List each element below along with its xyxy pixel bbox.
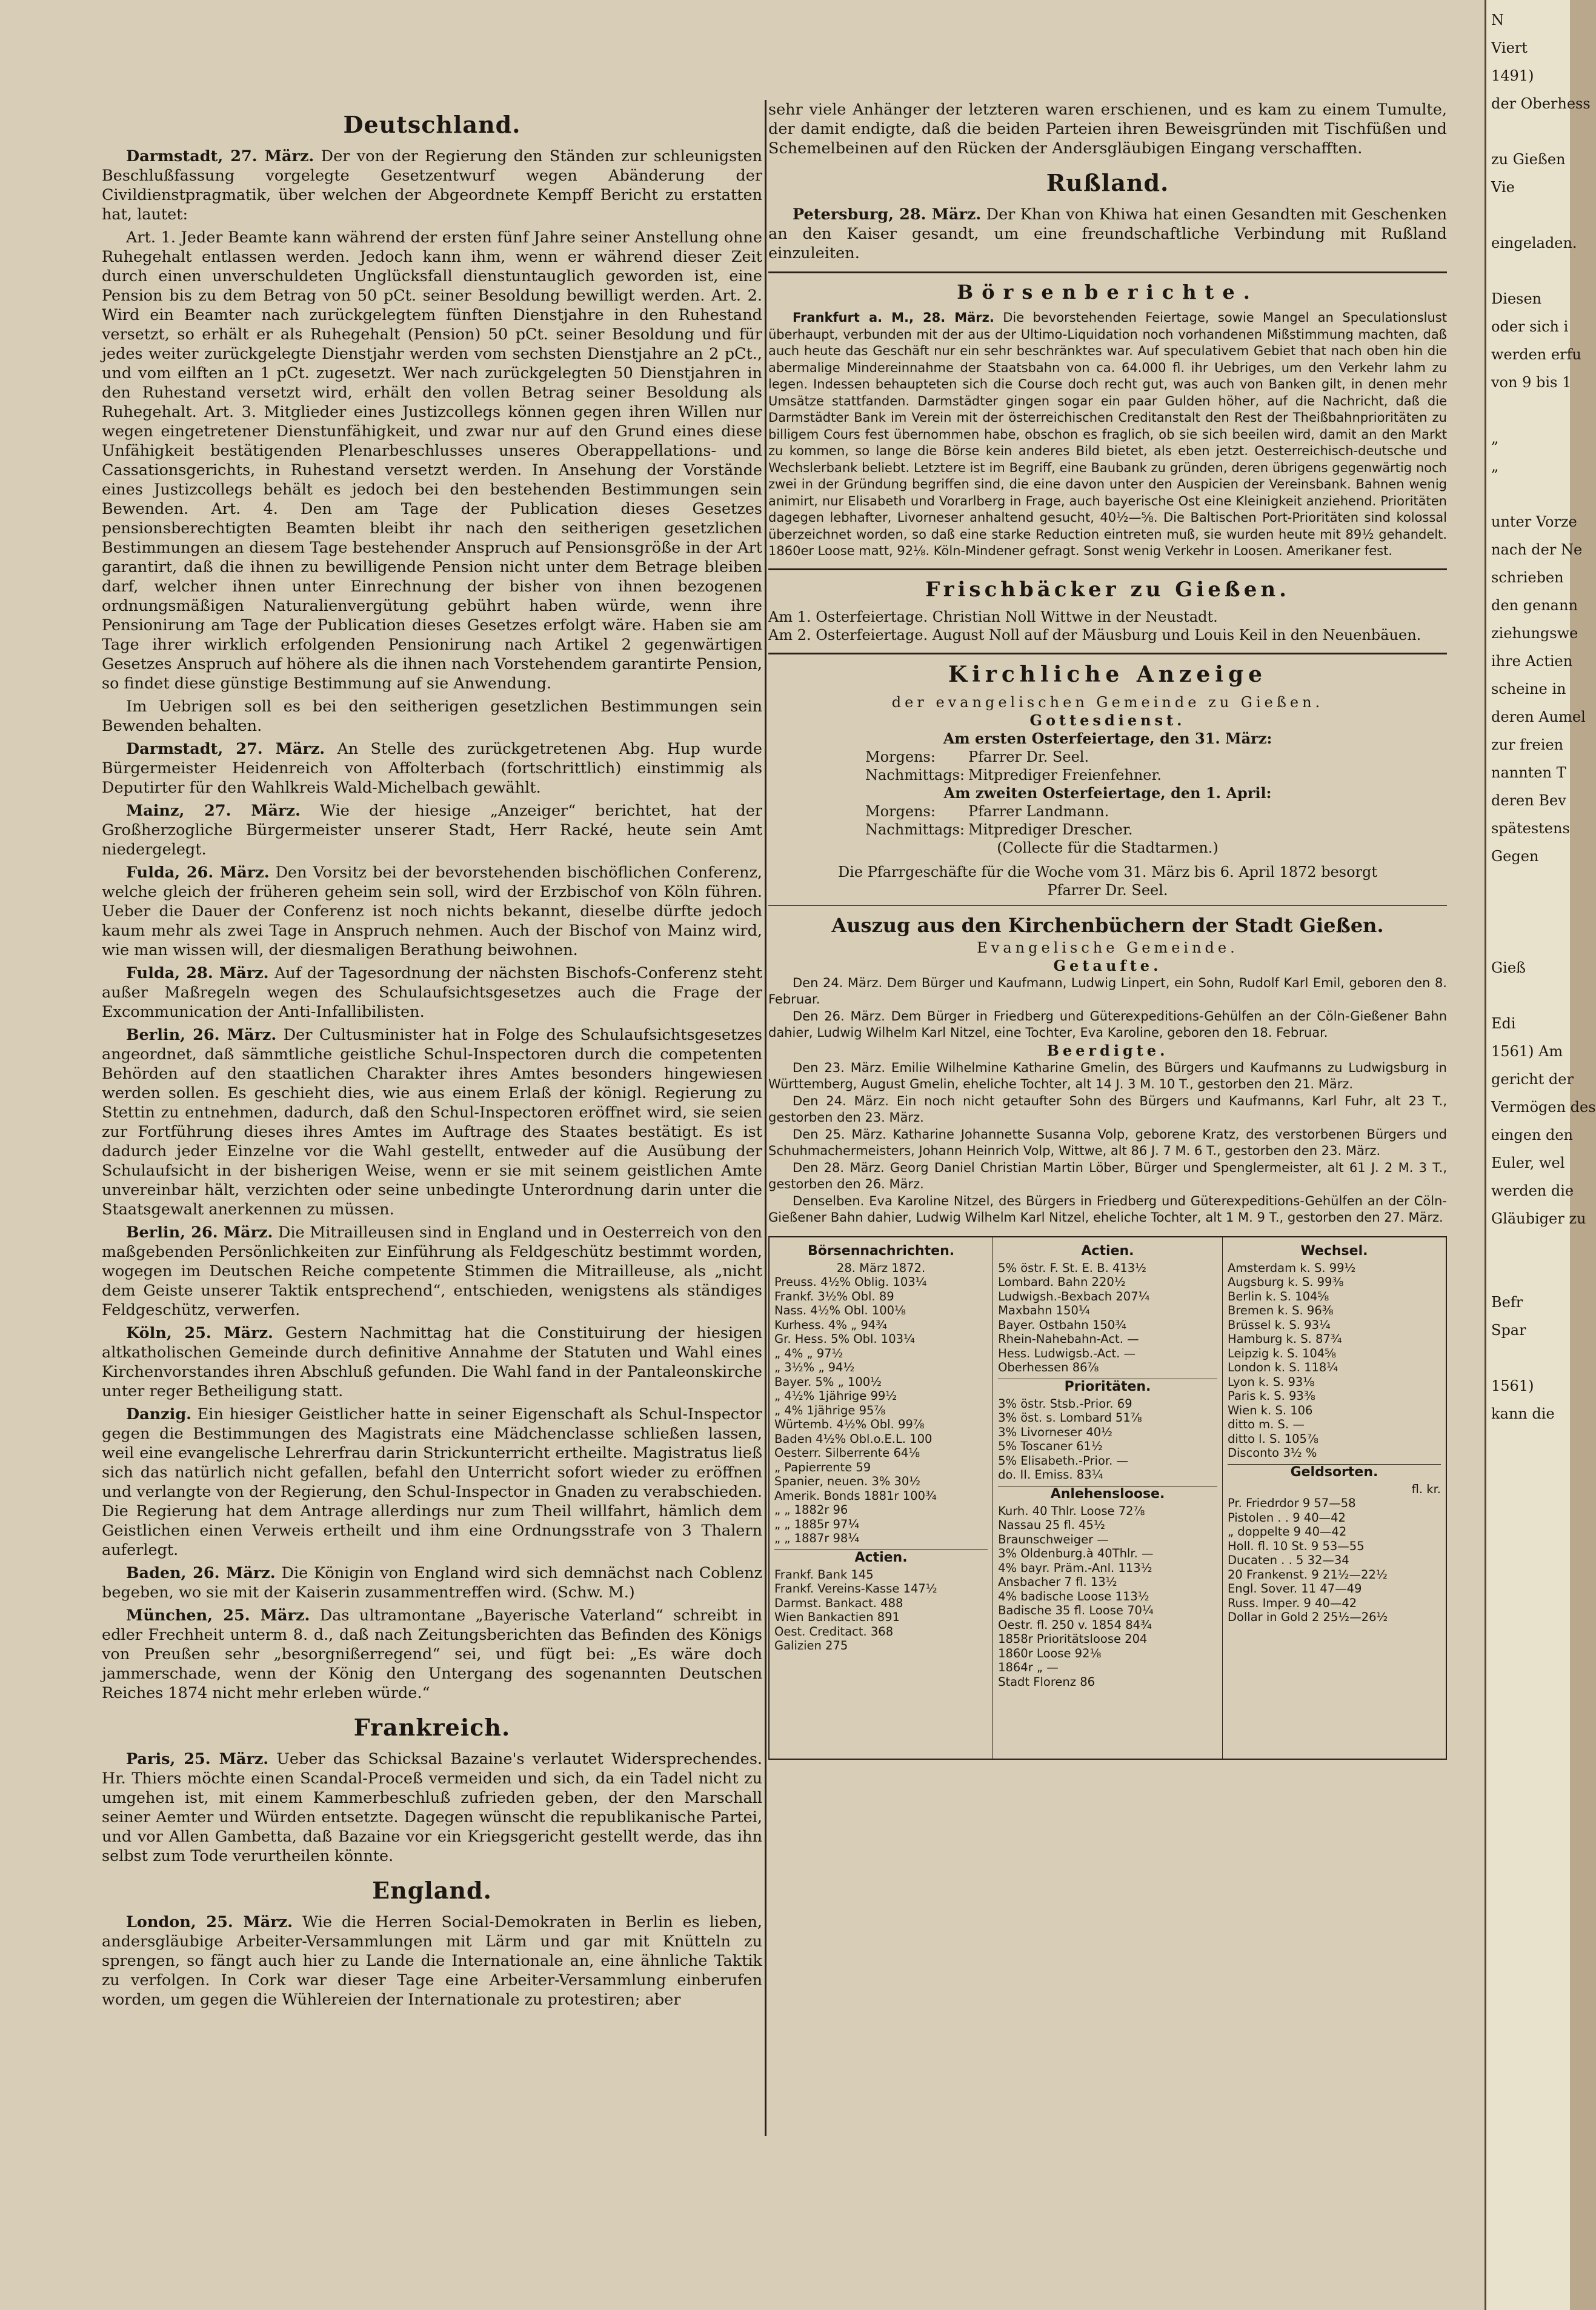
adjacent-line: werden erfu [1491,346,1581,363]
adjacent-line: nannten T [1491,764,1566,781]
boersenberichte-title: Börsenberichte. [957,281,1259,304]
anleh-title: Anlehensloose. [998,1486,1217,1502]
market-row: 1860r Loose 92⅛ [998,1646,1102,1660]
baker-entry: Am 1. Osterfeiertage. Christian Noll Wittwe in der Neustadt. [768,608,1218,625]
adjacent-line: 1561) [1491,1377,1534,1394]
article-russia: Petersburg, 28. März. Der Khan von Khiwa hat einen Gesandten mit Geschenken an den Kaiser gesandt, um eine freundschaftliche Verbindung mit Rußland einzuleiten. [768,205,1448,262]
market-row: Pr. Friedrdor 9 57—58 [1227,1496,1356,1510]
adjacent-line [1491,396,1565,424]
service-afternoon: Nachmittags: Mitprediger Freienfehner. [865,766,1162,784]
market-row: Oesterr. Silberrente 64⅛ [774,1446,920,1460]
heading-russland: Rußland. [1046,169,1169,196]
bakers-title: Frischbäcker zu Gießen. [925,577,1290,602]
prior-rows [998,1397,1217,1482]
adjacent-line: Gieß [1491,959,1526,976]
market-row: 3% öst. s. Lombard 51⅞ [998,1411,1142,1425]
adjacent-line: nach der Ne [1491,541,1583,558]
burial-entry: Den 24. März. Ein noch nicht getaufter Sohn des Bürgers und Kaufmanns, Karl Fuhr, alt 23 T., gestorben den 23. März. [768,1093,1447,1125]
article-france: Paris, 25. März. Ueber das Schicksal Bazaine's verlautet Widersprechendes. Hr. Thiers möchte einen Scandal-Proceß vermeiden und sich, da ein Tadel nicht zu umgehen ist, mit einem Kammerbeschluß zufrieden geben, der den Marschall seiner Aemter und Würden entsetzte. Dagegen wünscht die republikanische Partei, und vor Allen Gambetta, daß Bazaine vor ein Kriegsgericht gestellt werde, das ihn selbst zum Tode verurtheilen könnte. [102,1750,763,1865]
market-row: ditto m. S. — [1227,1417,1305,1431]
adjacent-line [1491,982,1565,1010]
adjacent-line: Gläubiger zu [1491,1210,1586,1227]
market-row: Brüssel k. S. 93¼ [1227,1317,1331,1332]
market-row: Preuss. 4½% Oblig. 103¼ [774,1275,927,1289]
market-row: Stadt Florenz 86 [998,1674,1096,1689]
burial-entry: Den 25. März. Katharine Johannette Susanna Volp, geborene Kratz, des verstorbenen Bürgers und Schuhmachermeisters, Johann Heinrich Volp, Wittwe, alt 86 J. 7 M. 6 T., gestorben den 23. März. [768,1127,1447,1158]
divider [768,568,1447,570]
market-row: Braunschweiger — [998,1532,1109,1546]
market-row: Ducaten . . 5 32—34 [1227,1553,1349,1567]
article: Mainz, 27. März. Wie der hiesige „Anzeiger“ berichtet, hat der Großherzogliche Bürgermeister unserer Stadt, Herr Racké, heute sein Amt niedergelegt. [102,802,762,859]
market-row: Hamburg k. S. 87¾ [1227,1332,1342,1346]
right-column [768,100,1447,2136]
market-row: Disconto 3½ % [1227,1446,1317,1460]
evangelische-gemeinde: Evangelische Gemeinde. [977,939,1239,956]
actien-left-rows [774,1568,988,1653]
divider [768,653,1447,654]
adjacent-line [1491,118,1565,145]
pfarr-name: Pfarrer Dr. Seel. [1047,881,1168,899]
market-row: Augsburg k. S. 99⅜ [1227,1275,1344,1289]
market-row: „ 4% 1jährige 95⅞ [774,1403,886,1417]
adjacent-line: Diesen [1491,290,1542,307]
beerdigte-heading: Beerdigte. [1046,1041,1169,1059]
adjacent-line: scheine in [1491,681,1566,697]
market-row: Oberhessen 86⅞ [998,1360,1099,1374]
adjacent-line: kann die [1491,1405,1555,1422]
adjacent-line [1491,1344,1565,1372]
market-row: Gr. Hess. 5% Obl. 103¼ [774,1332,915,1346]
market-row: Lyon k. S. 93⅛ [1227,1374,1315,1389]
adjacent-line: von 9 bis 1 [1491,374,1572,391]
heading-frankreich: Frankreich. [353,1714,511,1741]
market-row: Spanier, neuen. 3% 30½ [774,1474,921,1488]
service-afternoon: Nachmittags: Mitprediger Drescher. [865,820,1133,838]
divider [768,905,1447,906]
adjacent-line: Befr [1491,1294,1523,1311]
adjacent-line: Euler, wel [1491,1154,1565,1171]
adjacent-line: Viert [1491,39,1528,56]
market-row: 5% Elisabeth.-Prior. — [998,1453,1128,1468]
market-row: Amerik. Bonds 1881r 100¾ [774,1488,937,1503]
market-row: Maxbahn 150¼ [998,1303,1090,1317]
article: Fulda, 28. März. Auf der Tagesordnung der nächsten Bischofs-Conferenz steht außer Maßregeln wegen des Schulaufsichtsgesetzes auch die Frage der Excommunication der Anti-Infallibilisten. [102,964,762,1021]
market-row: Lombard. Bahn 220½ [998,1275,1126,1289]
market-row: 1864r „ — [998,1660,1059,1674]
adjacent-line: unter Vorze [1491,513,1577,530]
market-row: Wien Bankactien 891 [774,1610,900,1624]
market-row: 4% badische Loose 113½ [998,1589,1149,1603]
adjacent-page-edge [1485,0,1596,2310]
market-row: „ 4% „ 97½ [774,1346,843,1360]
market-row: Badische 35 fl. Loose 70¼ [998,1603,1154,1617]
market-row: Pistolen . . 9 40—42 [1227,1510,1346,1525]
adjacent-line: Edi [1491,1015,1516,1032]
market-row: Bayer. 5% „ 100½ [774,1374,882,1389]
adjacent-line [1491,1260,1565,1288]
adjacent-line: zu Gießen [1491,151,1566,168]
market-row: 3% Oldenburg.à 40Thlr. — [998,1546,1154,1560]
gottesdienst-heading: Gottesdienst. [1029,711,1186,729]
england-continuation: sehr viele Anhänger der letzteren waren erschienen, und es kam zu einem Tumulte, der damit endigte, daß die beiden Parteien ihren Beweisgründen mit Tischfüßen und Schemelbeinen auf den Rücken der Andersgläubigen Eingang verschafften. [768,101,1447,158]
article: München, 25. März. Das ultramontane „Bayerische Vaterland“ schreibt in edler Frechheit unterm 8. d., daß nach Zeitungsberichten das Befinden des Königs von Preußen sehr „besorgnißerregend“ sei, und fügt bei: „Es wäre doch jammerschade, wenn der König den Untergang des sogenannten Deutschen Reiches 1874 nicht mehr erleben würde.“ [102,1606,762,1702]
market-col-2 [993,1237,1223,1759]
heading-england: England. [372,1877,492,1904]
divider [768,271,1447,273]
market-row: „ „ 1887r 98¼ [774,1531,860,1545]
adjacent-line: zur freien [1491,736,1564,753]
market-row: London k. S. 118¼ [1227,1360,1338,1374]
second-day: Am zweiten Osterfeiertage, den 1. April: [943,784,1272,802]
market-row: „ 4½% 1jährige 99½ [774,1389,897,1403]
wechsel-title: Wechsel. [1300,1243,1368,1259]
market-row: 3% Livorneser 40½ [998,1425,1113,1439]
service-morning: Morgens: Pfarrer Landmann. [865,802,1109,820]
market-row: 20 Frankenst. 9 21½—22½ [1227,1567,1388,1582]
article: Darmstadt, 27. März. Der von der Regierung den Ständen zur schleunigsten Beschlußfassung vorgelegte Gesetzentwurf wegen Abänderung der Civildienstpragmatik, über welchen der Abgeordnete Kempff Bericht zu erstatten hat, lautet: [102,147,763,224]
market-row: Hess. Ludwigsb.-Act. — [998,1346,1136,1360]
anleh-rows [998,1504,1217,1689]
article: Im Uebrigen soll es bei den seitherigen gesetzlichen Bestimmungen sein Bewenden behalten. [102,697,762,735]
market-row: Nass. 4½% Obl. 100⅛ [774,1303,906,1317]
market-row: Würtemb. 4½% Obl. 99⅞ [774,1417,925,1431]
market-row: „ doppelte 9 40—42 [1227,1525,1347,1539]
market-row: 1858r Prioritätsloose 204 [998,1632,1148,1646]
article: Berlin, 26. März. Der Cultusminister hat in Folge des Schulaufsichtsgesetzes angeordnet, daß sämmtliche geistliche Schul-Inspectoren durch die competenten Behörden auf den staatlichen Charakter ihres Amtes besonders hingewiesen werden sollen. Es geschieht dies, wie aus einem Erlaß der königl. Regierung zu Stettin zu entnehmen, dadurch, daß den Schul-Inspectoren eröffnet wird, sie seien zur Fortführung dieses ihres Amtes im Auftrage des Staates bestätigt. Es ist dadurch jeder Einzelne vor die Wahl gestellt, entweder auf die Ausübung der Schulaufsicht in der bisherigen Weise, wenn er sie mit seinem geistlichen Amte unvereinbar hält, verzichten oder seine unbedingte Unterordnung darin unter die Staatsgewalt anerkennen zu müssen. [102,1026,762,1219]
adjacent-line: „ [1491,458,1499,474]
market-row: Engl. Sover. 11 47—49 [1227,1582,1362,1596]
adjacent-line: deren Bev [1491,792,1566,809]
article: Köln, 25. März. Gestern Nachmittag hat die Constituirung der hiesigen altkatholischen Gemeinde durch definitive Annahme der Statuten und Wahl eines Kirchenvorstandes ihren Abschluß gefunden. Die Wahl fand in der Pantaleonskirche unter reger Betheiligung statt. [102,1324,762,1400]
market-row: Wien k. S. 106 [1227,1403,1313,1417]
adjacent-line: ziehungswe [1491,625,1578,642]
market-row: Bremen k. S. 96⅜ [1227,1303,1334,1317]
boersen-rows [774,1275,988,1546]
market-row: Ludwigsh.-Bexbach 207¼ [998,1289,1150,1303]
article: Danzig. Ein hiesiger Geistlicher hatte in seiner Eigenschaft als Schul-Inspector gegen die Bestimmungen des Magistrats eine Mädchenclasse schließen lassen, weil eine evangelische Lehrerfrau darin Strickunterricht ertheilte. Magistratus ließ sich das natürlich nicht gefallen, befahl den Unterricht sofort wieder zu eröffnen und verlangte von der Regierung, den Schul-Inspector in Gnaden zu verabschieden. Die Regierung hat dem Antrage allerdings nur zum Theil willfahrt, hämlich dem Geistlichen einen Verweis ertheilt und ihm eine Ordnungsstrafe von 3 Thalern auferlegt. [102,1405,762,1559]
getaufte-heading: Getaufte. [1053,956,1162,974]
market-row: Baden 4½% Obl.o.E.L. 100 [774,1431,933,1446]
market-row: Paris k. S. 93⅜ [1227,1389,1315,1403]
article: Berlin, 26. März. Die Mitrailleusen sind in England und in Oesterreich von den maßgebenden Persönlichkeiten zur Einführung als Feldgeschütz bestimmt worden, wogegen im Deutschen Reiche competente Stimmen die Mitrailleuse, als „nicht dem Geiste unserer Taktik entsprechend“, entschieden, wenigstens als ständiges Feldgeschütz, verwerfen. [102,1223,762,1319]
market-row: 5% Toscaner 61½ [998,1439,1103,1453]
adjacent-line: gericht der [1491,1071,1574,1088]
market-row: „ Papierrente 59 [774,1460,871,1474]
actien-mid-title: Actien. [1081,1243,1134,1259]
auszug-title: Auszug aus den Kirchenbüchern der Stadt Gießen. [831,913,1384,937]
adjacent-line: Vermögen des [1491,1099,1596,1116]
market-col-1 [770,1237,993,1759]
article: Art. 1. Jeder Beamte kann während der ersten fünf Jahre seiner Anstellung ohne Ruhegehalt entlassen werden. Jedoch kann ihm, wenn er während dieser Zeit durch einen unverschuldeten Unglücksfall dienstuntauglich geworden ist, eine Pension bis zu dem Betrag von 50 pCt. seiner Besoldung bewilligt werden. Art. 2. Wird ein Beamter nach zurückgelegtem fünften Dienstjahre in den Ruhestand versetzt, so erhält er als Ruhegehalt (Pension) 50 pCt. seiner Besoldung und für jedes weiter zurückgelegte Dienstjahr werden vom sechsten Dienstjahre an 2 pCt., und vom eilften an 1 pCt. zugesetzt. Wer nach zurückgelegten 50 Dienstjahren in den Ruhestand versetzt wird, erhält den vollen Betrag seiner Besoldung als Ruhegehalt. Art. 3. Mitglieder eines Justizcollegs können gegen ihren Willen nur wegen eingetretener Dienstunfähigkeit, und zwar nur auf den Grund eines diese Unfähigkeit bestätigenden Plenarbeschlusses unseres Oberappellations- und Cassationsgerichts, in Ruhestand versetzt werden. In Ansehung der Vorstände eines Justizcollegs behält es jedoch bei den bestehenden Bestimmungen sein Bewenden. Art. 4. Den am Tage der Publication dieses Gesetzes pensionsberechtigten Beamten bleibt ihr nach den seitherigen gesetzlichen Bestimmungen an diesem Tage bestehender Anspruch auf Pensionsgröße in der Art garantirt, daß die ihnen zu bewilligende Pension nicht unter dem Betrage bleiben darf, welcher ihnen unter Einrechnung der bisher von ihnen bezogenen ordnungsmäßigen Naturalienvergütung gebührt haben würde, wenn ihre Pensionirung am Tage der Publication dieses Gesetzes erfolgt wäre. Haben sie am Tage ihrer wirklich erfolgenden Pensionirung nach Artikel 2 gegenwärtigen Gesetzes Anspruch auf höhere als die ihnen nach Vorstehendem garantirte Pension, so findet diese günstige Bestimmung auf sie Anwendung. [102,228,762,693]
geld-rows [1228,1496,1441,1625]
adjacent-line: der Oberhess [1491,95,1591,112]
burial-entry: Den 23. März. Emilie Wilhelmine Katharine Gmelin, des Bürgers und Kaufmanns zu Ludwigsburg in Württemberg, August Gmelin, eheliche Tochter, alt 14 J. 3 M. 10 T., gestorben den 21. März. [768,1060,1447,1091]
actien-left-title: Actien. [774,1549,988,1565]
boersen-title: Börsennachrichten. [807,1243,955,1259]
baptism-entry: Den 24. März. Dem Bürger und Kaufmann, Ludwig Linpert, ein Sohn, Rudolf Karl Emil, geboren den 8. Februar. [768,975,1447,1007]
adjacent-line: werden die [1491,1182,1574,1199]
adjacent-line: N [1491,12,1504,28]
market-row: „ 3½% „ 94½ [774,1360,855,1374]
heading-deutschland: Deutschland. [343,111,521,138]
market-row: Frankf. Vereins-Kasse 147½ [774,1582,937,1596]
market-row: „ „ 1885r 97¼ [774,1517,860,1531]
adjacent-page-text [1486,0,1596,1434]
adjacent-line [1491,1233,1565,1260]
adjacent-line [1491,257,1565,285]
boersenbericht-text: Frankfurt a. M., 28. März. Die bevorstehenden Feiertage, sowie Mangel an Speculationslust überhaupt, verbunden mit der aus der Ultimo-Liquidation noch vorhandenen Mißstimmung machten, daß auch heute das Geschäft nur ein sehr beschränktes war. Auf speculativem Gebiet that nach oben hin die abermalige Mindereinnahme der Staatsbahn von ca. 64.000 fl. ihr Uebriges, um den Verkehr lahm zu legen. Indessen behaupteten sich die Course doch recht gut, was auch von Banken gilt, in denen mehr Umsätze stattfanden. Darmstädter gingen sogar ein paar Gulden höher, auf die Nachricht, daß die Darmstädter Bank im Verein mit der österreichischen Creditanstalt den Rest der Theißbahnprioritäten zu billigem Cours fest übernommen habe, obschon es fraglich, ob sie sich beeilen wird, damit an den Markt zu kommen, so lange die Börse kein anderes Bild bietet, als eben jetzt. Oesterreichisch-deutsche und Wechslerbank beliebt. Letztere ist im Begriff, eine Baubank zu gründen, deren übrigens gegenwärtig noch zwei in der Gründung begriffen sind, die eine davon unter den Auspicien der Vereinsbank. Bahnen wenig animirt, nur Elisabeth und Vorarlberg in Frage, auch bayerische Ost eine Kleinigkeit anziehend. Prioritäten dagegen lebhafter, Livorneser anhaltend gesucht, 40½—⅝. Die Baltischen Port-Prioritäten sind kolossal überzeichnet worden, so daß eine starke Reduction eintreten muß, sie wurden heute mit 89½ gehandelt. 1860er Loose matt, 92⅛. Köln-Mindener gefragt. Sonst wenig Verkehr in Loosen. Amerikaner fest. [768,310,1447,558]
market-row: Leipzig k. S. 104⅝ [1227,1346,1337,1360]
market-row: Ansbacher 7 fl. 13½ [998,1575,1117,1589]
adjacent-line: den genann [1491,597,1578,614]
market-row: Berlin k. S. 104⅝ [1227,1289,1329,1303]
deutschland-articles [102,147,762,1703]
market-row: 4% bayr. Präm.-Anl. 113½ [998,1560,1152,1575]
market-row: Amsterdam k. S. 99½ [1227,1260,1356,1275]
adjacent-line: oder sich i [1491,318,1569,335]
market-row: Oest. Creditact. 368 [774,1624,894,1639]
collecte-note: (Collecte für die Stadtarmen.) [997,839,1219,856]
pfarr-note: Die Pfarrgeschäfte für die Woche vom 31. März bis 6. April 1872 besorgt [837,863,1377,880]
market-row: 5% östr. F. St. E. B. 413½ [998,1260,1147,1275]
article: Baden, 26. März. Die Königin von England wird sich demnächst nach Coblenz begeben, wo sie mit der Kaiserin zusammentreffen wird. (Schw. M.) [102,1564,762,1602]
adjacent-line: ihre Actien [1491,653,1573,670]
market-row: Rhein-Nahebahn-Act. — [998,1332,1139,1346]
service-morning: Morgens: Pfarrer Dr. Seel. [865,748,1089,765]
market-row: Russ. Imper. 9 40—42 [1227,1596,1357,1610]
burial-entry: Den 28. März. Georg Daniel Christian Martin Löber, Bürger und Spenglermeister, alt 61 J. 2 M. 3 T., gestorben den 26. März. [768,1160,1447,1191]
adjacent-line [1491,898,1565,926]
geld-title: Geldsorten. [1228,1464,1441,1480]
article: Fulda, 26. März. Den Vorsitz bei der bevorstehenden bischöflichen Conferenz, welche gleich der früheren geheim sein soll, wird der Erzbischof von Köln führen. Ueber die Dauer der Conferenz ist noch nichts bekannt, dieselbe dürfte jedoch kaum mehr als zwei Tage in Anspruch nehmen. Auch der Bischof von Mainz wird, wie man wissen will, der diesmaligen Berathung beiwohnen. [102,864,762,959]
baptism-entry: Den 26. März. Dem Bürger in Friedberg und Güterexpeditions-Gehülfen an der Cöln-Gießener Bahn dahier, Ludwig Wilhelm Karl Nitzel, eine Tochter, Eva Karoline, geboren den 18. Februar. [768,1008,1447,1040]
baker-entry: Am 2. Osterfeiertage. August Noll auf der Mäusburg und Louis Keil in den Neuenbäuen. [768,626,1421,644]
market-row: ditto l. S. 105⅞ [1227,1431,1318,1446]
boersen-date: 28. März 1872. [836,1260,926,1275]
adjacent-line: eingen den [1491,1127,1574,1143]
prior-title: Prioritäten. [998,1379,1217,1394]
market-row: Kurh. 40 Thlr. Loose 72⅞ [998,1503,1145,1518]
church-subtitle: der evangelischen Gemeinde zu Gießen. [891,693,1324,711]
wechsel-rows [1228,1261,1441,1460]
market-row: do. II. Emiss. 83¼ [998,1468,1103,1482]
adjacent-line: Gegen [1491,848,1539,865]
market-col-3 [1223,1237,1446,1759]
column-divider [765,100,766,2136]
market-row: 3% östr. Stsb.-Prior. 69 [998,1396,1132,1411]
church-title: Kirchliche Anzeige [948,661,1268,687]
adjacent-line: „ [1491,430,1499,447]
geld-head: fl. kr. [1411,1482,1441,1496]
market-row: Oestr. fl. 250 v. 1854 84¾ [998,1617,1152,1632]
adjacent-line [1491,926,1565,954]
adjacent-line: 1561) Am [1491,1043,1563,1060]
burial-entry: Denselben. Eva Karoline Nitzel, des Bürgers in Friedberg und Güterexpeditions-Gehülfen an der Cöln-Gießener Bahn dahier, Ludwig Wilhelm Karl Nitzel, eheliche Tochter, alt 1 M. 9 T., gestorben den 27. März. [768,1193,1447,1225]
article-england: London, 25. März. Wie die Herren Social-Demokraten in Berlin es lieben, andersgläubige Arbeiter-Versammlungen mit Lärm und gar mit Knütteln zu sprengen, so fängt auch hier zu Lande die Internationale an, eine ähnliche Taktik zu verfolgen. In Cork war dieser Tage eine Arbeiter-Versammlung einberufen worden, um gegen die Wühlereien der Internationale zu protestiren; aber [102,1913,762,2009]
first-day: Am ersten Osterfeiertage, den 31. März: [943,729,1272,747]
market-row: „ „ 1882r 96 [774,1503,848,1517]
market-row: Holl. fl. 10 St. 9 53—55 [1227,1539,1365,1553]
adjacent-line: Spar [1491,1322,1526,1339]
adjacent-line [1491,870,1565,898]
adjacent-line [1491,201,1565,229]
market-row: Galizien 275 [774,1639,848,1653]
market-row: Frankf. Bank 145 [774,1567,874,1582]
article: Darmstadt, 27. März. An Stelle des zurückgetretenen Abg. Hup wurde Bürgermeister Heidenreich von Affolterbach (fortschrittlich) einstimmig als Deputirter für den Wahlkreis Wald-Michelbach gewählt. [102,740,762,797]
market-row: Kurhess. 4% „ 94¾ [774,1317,888,1332]
adjacent-line: spätestens [1491,820,1570,837]
adjacent-line [1491,480,1565,508]
market-row: Bayer. Ostbahn 150¾ [998,1317,1127,1332]
left-column [102,100,762,2136]
adjacent-line: 1491) [1491,67,1534,84]
adjacent-line: schrieben [1491,569,1564,586]
market-row: Frankf. 3½% Obl. 89 [774,1289,894,1303]
adjacent-line: eingeladen. [1491,235,1577,251]
adjacent-line: Vie [1491,179,1515,196]
adjacent-line: deren Aumel [1491,708,1586,725]
market-row: Nassau 25 fl. 45½ [998,1518,1105,1532]
market-row: Darmst. Bankact. 488 [774,1596,903,1610]
market-row: Dollar in Gold 2 25½—26½ [1227,1610,1388,1624]
actien-mid-rows [998,1261,1217,1375]
market-table [768,1236,1447,1760]
